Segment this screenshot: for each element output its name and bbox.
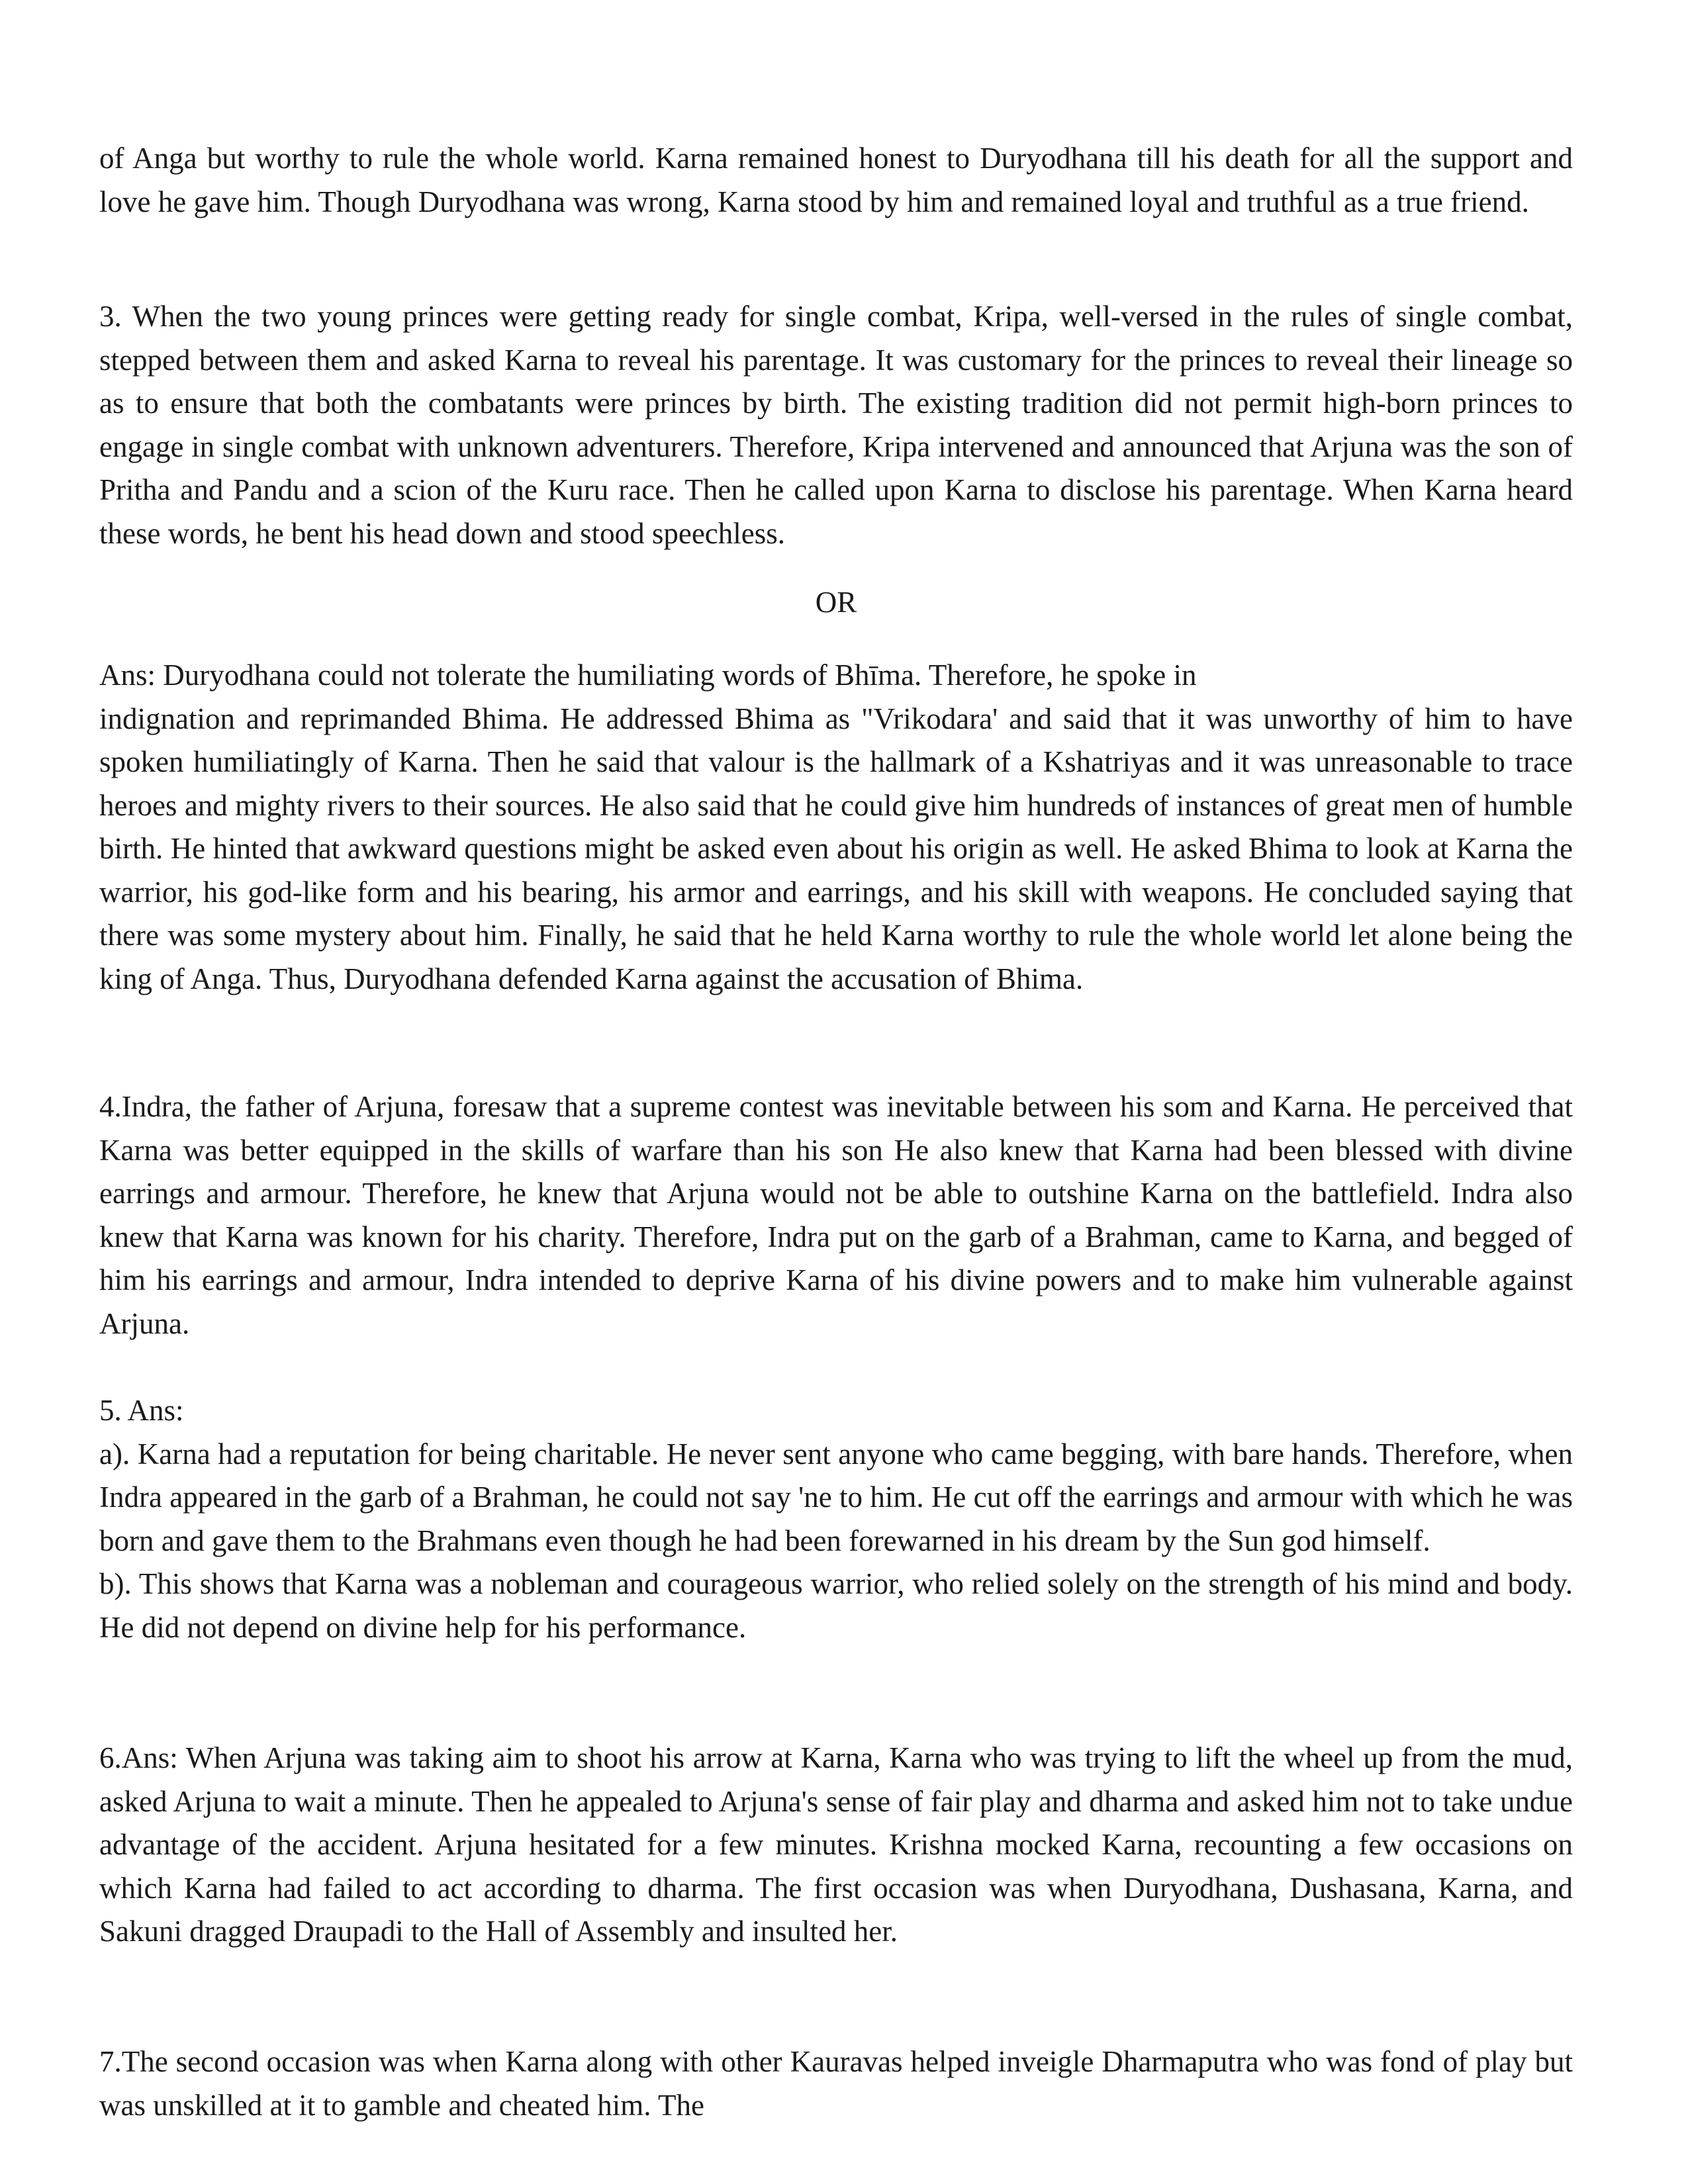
answer-or <box>99 654 1573 1001</box>
answer-3 <box>99 295 1573 555</box>
paragraph-text: of Anga but worthy to rule the whole world. Karna remained honest to Duryodhana till his death for all the support and love he gave him. Though Duryodhana was wrong, Karna stood by him and remained loyal and truthful as a true friend. <box>99 142 1573 218</box>
or-separator <box>99 581 1573 625</box>
paragraph-text: 4.Indra, the father of Arjuna, foresaw that a supreme contest was inevitable between his som and Karna. He perceived that Karna was better equipped in the skills of warfare than his son He also knew that Karna had been blessed with divine earrings and armour. Therefore, he knew that Arjuna would not be able to outshine Karna on the battlefield. Indra also knew that Karna was known for his charity. Therefore, Indra put on the garb of a Brahman, came to Karna, and begged of him his earrings and armour, Indra intended to deprive Karna of his divine powers and to make him vulnerable against Arjuna. <box>99 1090 1573 1340</box>
answer-5a: a). Karna had a reputation for being charitable. He never sent anyone who came begging, with bare hands. Therefore, when Indra appeared in the garb of a Brahman, he could not say 'ne to him. He cut off the earrings and armour with which he was born and gave them to the Brahmans even though he had been forewarned in his dream by the Sun god himself. <box>99 1437 1573 1557</box>
answer-5b: b). This shows that Karna was a nobleman and courageous warrior, who relied solely on the strength of his mind and body. He did not depend on divine help for his performance. <box>99 1567 1573 1644</box>
answer-7 <box>99 2040 1573 2127</box>
or-text: OR <box>815 586 857 619</box>
paragraph-text: 3. When the two young princes were getting ready for single combat, Kripa, well-versed in the rules of single combat, stepped between them and asked Karna to reveal his parentage. It was customary for the princes to reveal their lineage so as to ensure that both the combatants were princes by birth. The existing tradition did not permit high-born princes to engage in single combat with unknown adventurers. Therefore, Kripa intervened and announced that Arjuna was the son of Pritha and Pandu and a scion of the Kuru race. Then he called upon Karna to disclose his parentage. When Karna heard these words, he bent his head down and stood speechless. <box>99 300 1573 550</box>
answer-5 <box>99 1389 1573 1649</box>
paragraph-continuation <box>99 137 1573 224</box>
paragraph-first-line: Ans: Duryodhana could not tolerate the humiliating words of Bhīma. Therefore, he spoke in <box>99 659 1197 692</box>
paragraph-text: 6.Ans: When Arjuna was taking aim to shoot his arrow at Karna, Karna who was trying to lift the wheel up from the mud, asked Arjuna to wait a minute. Then he appealed to Arjuna's sense of fair play and dharma and asked him not to take undue advantage of the accident. Arjuna hesitated for a few minutes. Krishna mocked Karna, recounting a few occasions on which Karna had failed to act according to dharma. The first occasion was when Duryodhana, Dushasana, Karna, and Sakuni dragged Draupadi to the Hall of Assembly and insulted her. <box>99 1741 1573 1948</box>
paragraph-text: 7.The second occasion was when Karna along with other Kauravas helped inveigle Dharmaputra who was fond of play but was unskilled at it to gamble and cheated him. The <box>99 2045 1573 2122</box>
answer-4 <box>99 1085 1573 1345</box>
answer-6 <box>99 1737 1573 1954</box>
paragraph-text: indignation and reprimanded Bhima. He addressed Bhima as "Vrikodara' and said that it was unworthy of him to have spoken humiliatingly of Karna. Then he said that valour is the hallmark of a Kshatriyas and it was unreasonable to trace heroes and mighty rivers to their sources. He also said that he could give him hundreds of instances of great men of humble birth. He hinted that awkward questions might be asked even about his origin as well. He asked Bhima to look at Karna the warrior, his god-like form and his bearing, his armor and earrings, and his skill with weapons. He concluded saying that there was some mystery about him. Finally, he said that he held Karna worthy to rule the whole world let alone being the king of Anga. Thus, Duryodhana defended Karna against the accusation of Bhima. <box>99 702 1573 995</box>
answer-5-heading: 5. Ans: <box>99 1394 184 1427</box>
